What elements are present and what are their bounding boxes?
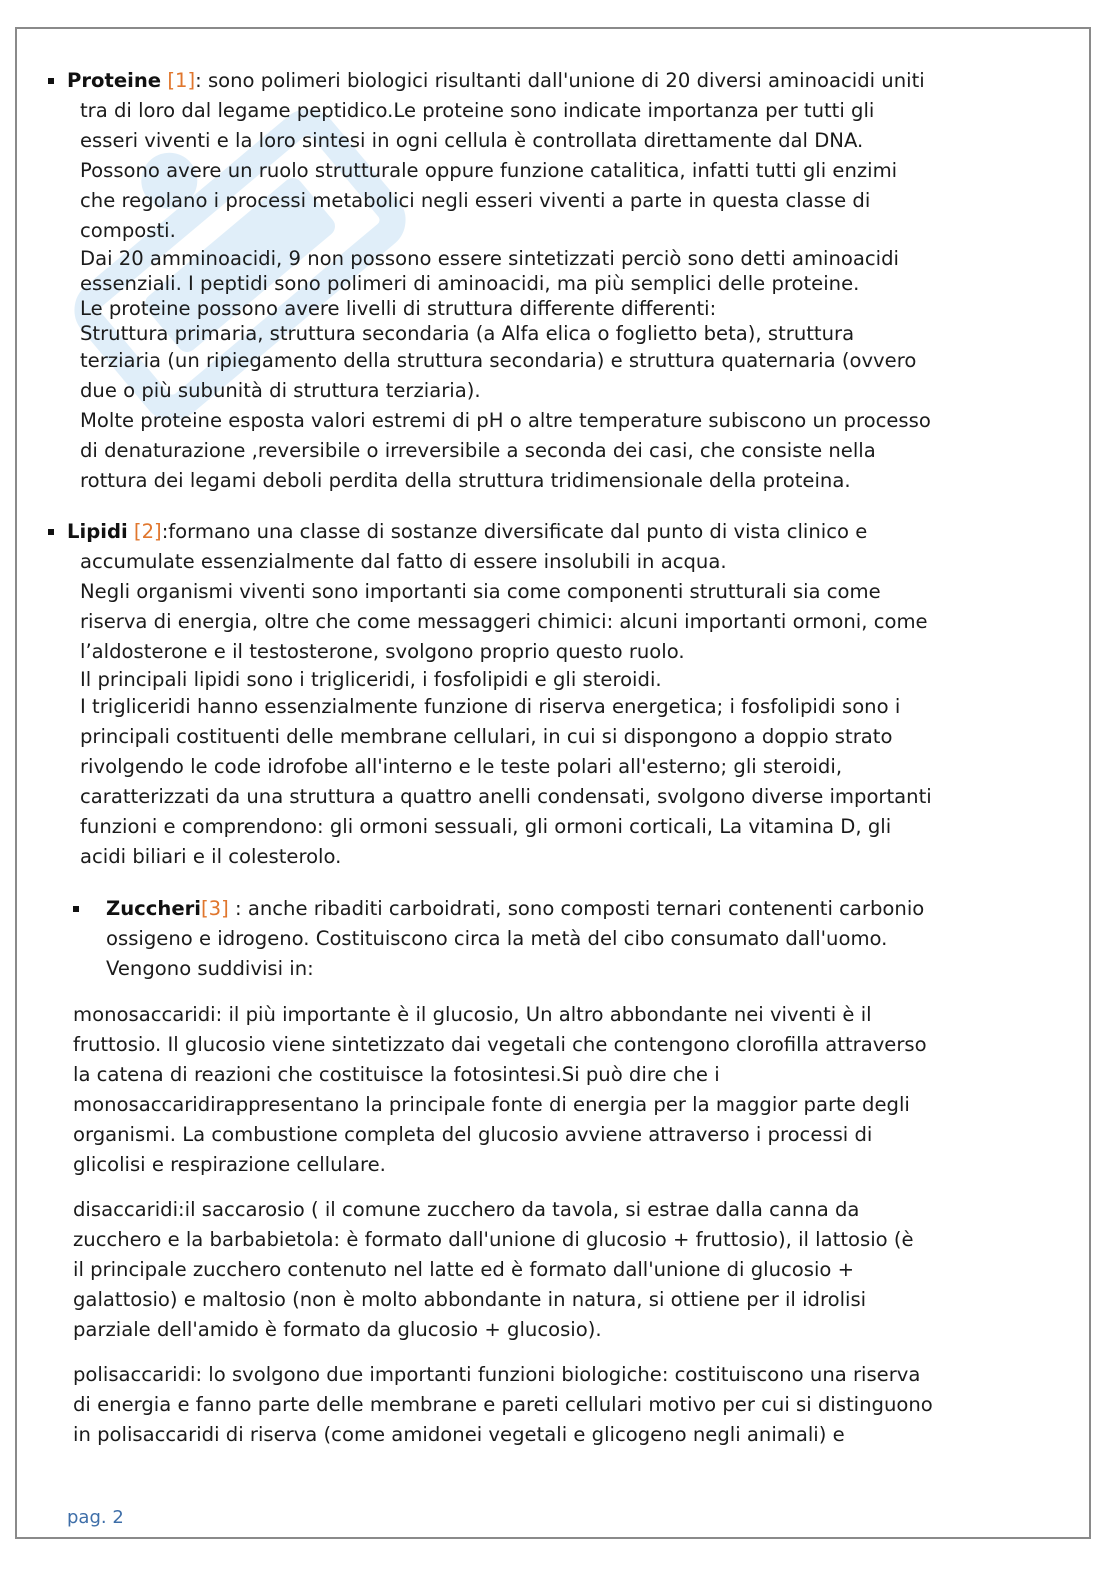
term-lipidi: Lipidi xyxy=(67,520,128,543)
text-line: Possono avere un ruolo strutturale oppure funzione catalitica, infatti tutti gli enzimi xyxy=(80,159,898,182)
text-line: tra di loro dal legame peptidico.Le proteine sono indicate importanza per tutti gli xyxy=(80,99,875,122)
text-line: : anche ribaditi carboidrati, sono composti ternari contenenti carbonio xyxy=(228,897,925,920)
bullet-icon xyxy=(48,529,54,535)
text-line: esseri viventi e la loro sintesi in ogni cellula è controllata direttamente dal DNA. xyxy=(80,129,864,152)
text-line: ossigeno e idrogeno. Costituiscono circa la metà del cibo consumato dall'uomo. xyxy=(106,927,888,950)
text-line: Vengono suddivisi in: xyxy=(106,957,314,980)
text-line: : sono polimeri biologici risultanti dall'unione di 20 diversi aminoacidi uniti xyxy=(195,69,925,92)
paragraph-polisaccaridi xyxy=(44,1360,1058,1450)
text-line: essenziali. I peptidi sono polimeri di aminoacidi, ma più semplici delle proteine. xyxy=(80,272,860,295)
text-line: l’aldosterone e il testosterone, svolgono proprio questo ruolo. xyxy=(80,640,685,663)
bullet-icon xyxy=(73,906,79,912)
text-line: Struttura primaria, struttura secondaria (a Alfa elica o foglietto beta), struttura xyxy=(80,322,855,345)
term-proteine: Proteine xyxy=(67,69,162,92)
text-line: caratterizzati da una struttura a quattro anelli condensati, svolgono diverse importanti xyxy=(80,785,932,808)
text-line: di energia e fanno parte delle membrane e pareti cellulari motivo per cui si distinguono xyxy=(73,1393,933,1416)
text-line: due o più subunità di struttura terziaria). xyxy=(80,379,481,402)
text-line: che regolano i processi metabolici negli esseri viventi a parte in questa classe di xyxy=(80,189,871,212)
text-line: polisaccaridi: lo svolgono due importanti funzioni biologiche: costituiscono una riserva xyxy=(73,1363,921,1386)
text-line: zucchero e la barbabietola: è formato dall'unione di glucosio + fruttosio), il lattosio (è xyxy=(73,1228,914,1251)
paragraph-monosaccaridi xyxy=(44,1000,1058,1180)
list-item-zuccheri xyxy=(44,894,1064,984)
page-number: pag. 2 xyxy=(67,1507,124,1528)
text-line: riserva di energia, oltre che come messaggeri chimici: alcuni importanti ormoni, come xyxy=(80,610,928,633)
text-line: Il principali lipidi sono i trigliceridi, i fosfolipidi e gli steroidi. xyxy=(80,668,662,691)
text-line: Negli organismi viventi sono importanti sia come componenti strutturali sia come xyxy=(80,580,881,603)
list-item-proteine xyxy=(44,66,1064,496)
document-body xyxy=(44,62,1064,1450)
reference-link-1[interactable]: [1] xyxy=(167,69,196,92)
text-line: I trigliceridi hanno essenzialmente funzione di riserva energetica; i fosfolipidi sono i xyxy=(80,695,901,718)
text-line: disaccaridi:il saccarosio ( il comune zucchero da tavola, si estrae dalla canna da xyxy=(73,1198,860,1221)
text-line: Le proteine possono avere livelli di struttura differente differenti: xyxy=(80,297,717,320)
text-line: glicolisi e respirazione cellulare. xyxy=(73,1153,386,1176)
term-zuccheri: Zuccheri xyxy=(106,897,202,920)
text-line: monosaccaridirappresentano la principale fonte di energia per la maggior parte degli xyxy=(73,1093,910,1116)
text-line: funzioni e comprendono: gli ormoni sessuali, gli ormoni corticali, La vitamina D, gli xyxy=(80,815,892,838)
paragraph-disaccaridi xyxy=(44,1195,1058,1345)
text-line: monosaccaridi: il più importante è il glucosio, Un altro abbondante nei viventi è il xyxy=(73,1003,872,1026)
text-line: Dai 20 amminoacidi, 9 non possono essere sintetizzati perciò sono detti aminoacidi xyxy=(80,247,899,270)
reference-link-2[interactable]: [2] xyxy=(133,520,162,543)
text-line: galattosio) e maltosio (non è molto abbondante in natura, si ottiene per il idrolisi xyxy=(73,1288,867,1311)
text-line: :formano una classe di sostanze diversificate dal punto di vista clinico e xyxy=(161,520,868,543)
reference-link-3[interactable]: [3] xyxy=(201,897,229,920)
bullet-icon xyxy=(48,78,54,84)
text-line: principali costituenti delle membrane cellulari, in cui si dispongono a doppio strato xyxy=(80,725,893,748)
text-line: la catena di reazioni che costituisce la fotosintesi.Si può dire che i xyxy=(73,1063,720,1086)
text-line: rottura dei legami deboli perdita della struttura tridimensionale della proteina. xyxy=(80,469,851,492)
text-line: di denaturazione ,reversibile o irreversibile a seconda dei casi, che consiste nella xyxy=(80,439,876,462)
text-line: il principale zucchero contenuto nel latte ed è formato dall'unione di glucosio + xyxy=(73,1258,855,1281)
text-line: acidi biliari e il colesterolo. xyxy=(80,845,342,868)
text-line: fruttosio. Il glucosio viene sintetizzato dai vegetali che contengono clorofilla attraverso xyxy=(73,1033,927,1056)
text-line: parziale dell'amido è formato da glucosio + glucosio). xyxy=(73,1318,602,1341)
text-line: in polisaccaridi di riserva (come amidonei vegetali e glicogeno negli animali) e xyxy=(73,1423,845,1446)
text-line: accumulate essenzialmente dal fatto di essere insolubili in acqua. xyxy=(80,550,727,573)
text-line: composti. xyxy=(80,219,176,242)
text-line: terziaria (un ripiegamento della struttura secondaria) e struttura quaternaria (ovvero xyxy=(80,349,917,372)
list-item-lipidi xyxy=(44,517,1064,872)
text-line: organismi. La combustione completa del glucosio avviene attraverso i processi di xyxy=(73,1123,873,1146)
text-line: Molte proteine esposta valori estremi di pH o altre temperature subiscono un processo xyxy=(80,409,931,432)
text-line: rivolgendo le code idrofobe all'interno e le teste polari all'esterno; gli steroidi, xyxy=(80,755,843,778)
